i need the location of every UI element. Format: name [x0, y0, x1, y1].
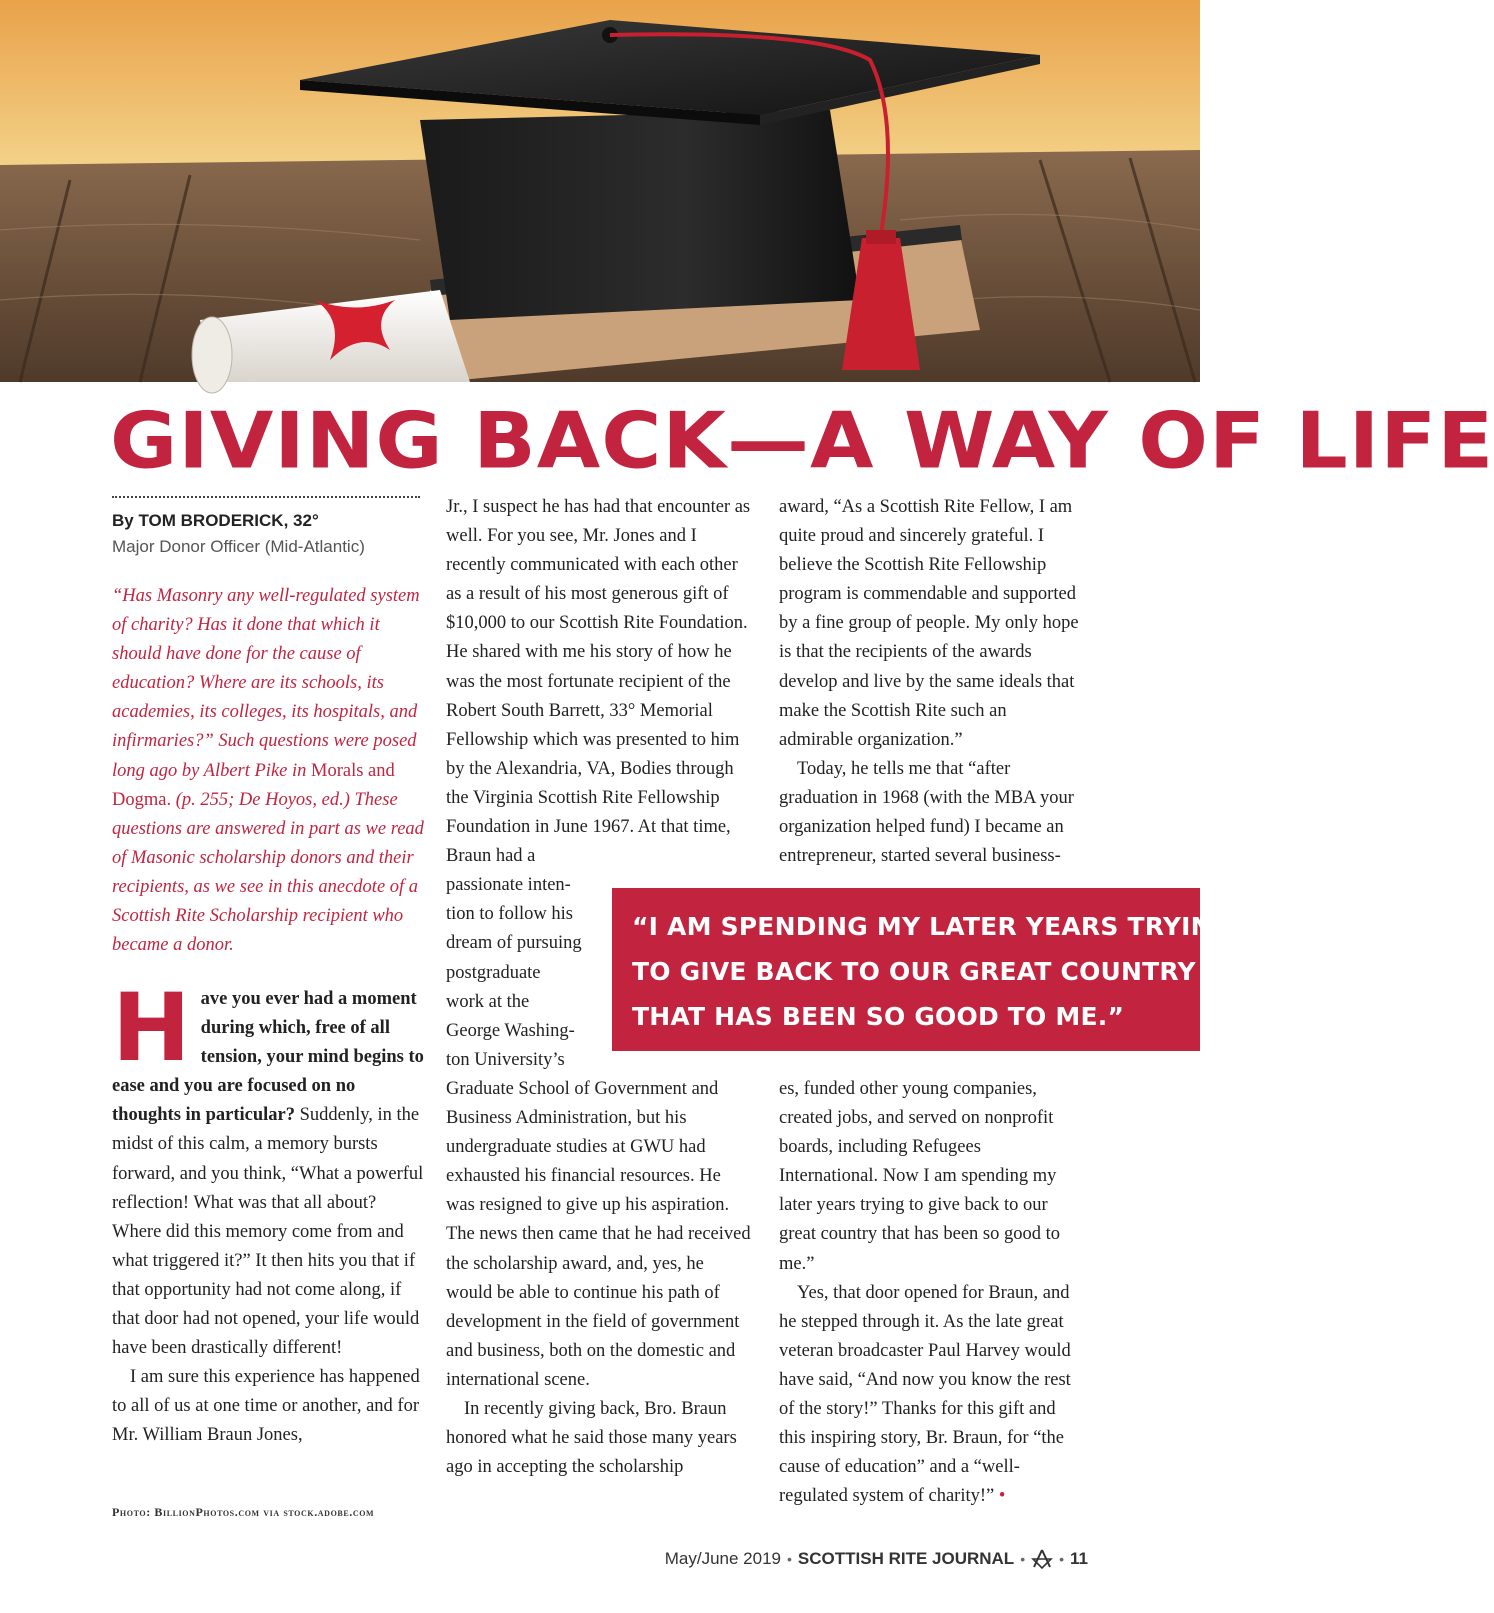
column-2-top-text: Jr., I suspect he has had that encounter as well. For you see, Mr. Jones and I recently communicated with each other as a result of his most generous gift of $10,000 to our Scottish Rite Foundation. He shared with me his story of how he was the most fortunate recipient of the Robert South Barrett, 33° Memorial Fellowship which was presented to him by the Alexandria, VA, Bodies through the Virginia Scottish Rite Fellowship Foundation in June 1967. At that time, Braun had a — [446, 497, 751, 867]
byline-divider — [112, 496, 420, 498]
wrap-line: work at the — [446, 991, 530, 1012]
column-2-bottom — [446, 1075, 751, 1482]
intro-quote — [112, 582, 424, 960]
lead-sentence: ave you ever had a moment during which, free of all tension, your mind begins to ease and you are focused on no thoughts in particular? — [112, 989, 424, 1126]
separator-dot: • — [1059, 1551, 1065, 1567]
author-byline: By TOM BRODERICK, 32° — [112, 511, 319, 530]
closing-text: Yes, that door opened for Braun, and he stepped through it. As the late great veteran broadcaster Paul Harvey would have said, “And now you know the rest of the story!” Thanks for this gift and this inspiring story, Br. Braun, for “the cause of education” and a “well-regulated system of charity!” — [779, 1282, 1071, 1507]
paragraph-2: I am sure this experience has happened to all of us at one time or another, and for Mr. William Braun Jones, — [112, 1367, 420, 1446]
wrap-line: George Washing- — [446, 1020, 575, 1041]
column-1-body — [112, 974, 424, 1451]
article-headline: GIVING BACK—A WAY OF LIFE — [110, 396, 1494, 487]
column-3-top — [779, 493, 1084, 871]
drop-cap: H — [112, 974, 191, 1083]
column-3-bottom-p1: es, funded other young companies, created jobs, and served on nonprofit boards, including Refugees International. Now I am spending my later years trying to give back to our great country that has been so good to me.” — [779, 1079, 1061, 1274]
issue-date: May/June 2019 — [664, 1549, 781, 1568]
column-3-top-p2: Today, he tells me that “after graduation in 1968 (with the MBA your organization helped fund) I became an entrepreneur, started several business- — [779, 758, 1074, 867]
journal-name: SCOTTISH RITE JOURNAL — [797, 1549, 1015, 1568]
book-title: Morals and Dogma. — [112, 760, 395, 810]
wrap-line: tion to follow his — [446, 904, 573, 925]
hero-photo — [0, 0, 1200, 382]
page-number: 11 — [1070, 1549, 1088, 1568]
wrap-line: passionate inten- — [446, 875, 571, 896]
column-3-bottom — [779, 1075, 1084, 1511]
graduation-cap-photo — [0, 0, 1200, 382]
citation: (p. 255; De Hoyos, ed.) — [171, 789, 350, 810]
paragraph-1-rest: Suddenly, in the midst of this calm, a memory bursts forward, and you think, “What a powerful reflection! What was that all about? Where did this memory come from and what triggered it?” It then hits you that if that opportunity had not come along, if that door had not opened, your life would have been drastically different! — [112, 1105, 424, 1359]
pull-quote-line: TO GIVE BACK TO OUR GREAT COUNTRY — [632, 957, 1196, 986]
intro-text-2: These questions are answered in part as we read of Masonic scholarship donors and their recipients, as we see in this anecdote of a Scottish Rite Scholarship recipient who became a donor. — [112, 789, 424, 956]
scottish-rite-emblem-icon — [1031, 1549, 1053, 1569]
pull-quote — [612, 888, 1233, 1051]
photo-credit: Photo: BillionPhotos.com via stock.adobe.com — [112, 1505, 375, 1519]
column-2-paragraph-2: In recently giving back, Bro. Braun honored what he said those many years ago in accepting the scholarship — [446, 1399, 737, 1478]
column-2-bottom-text: Graduate School of Government and Business Administration, but his undergraduate studies at GWU had exhausted his financial resources. He was resigned to give up his aspiration. The news then came that he had received the scholarship award, and, yes, he would be able to continue his path of development in the field of government and business, both on the domestic and international scene. — [446, 1079, 751, 1390]
wrap-line: dream of pursuing — [446, 933, 582, 954]
pull-quote-line: THAT HAS BEEN SO GOOD TO ME.” — [632, 1002, 1125, 1031]
column-3-bottom-p2 — [779, 1279, 1084, 1512]
separator-dot: • — [787, 1551, 792, 1567]
page-footer — [665, 1547, 1088, 1571]
column-3-top-p1: award, “As a Scottish Rite Fellow, I am quite proud and sincerely grateful. I believe the Scottish Rite Fellowship program is commendable and supported by a fine group of people. My only hope is that the recipients of the awards develop and live by the same ideals that make the Scottish Rite such an admirable organization.” — [779, 497, 1079, 750]
end-mark: • — [994, 1486, 1006, 1507]
pull-quote-line: “I AM SPENDING MY LATER YEARS TRYING — [632, 912, 1233, 941]
author-role: Major Donor Officer (Mid-Atlantic) — [112, 537, 365, 556]
wrap-line: ton University’s — [446, 1049, 565, 1070]
wrap-line: postgraduate — [446, 962, 541, 983]
intro-text-1: “Has Masonry any well-regulated system of charity? Has it done that which it should have done for the cause of education? Where are its schools, its academies, its colleges, its hospitals, and infirmaries?” Such questions were posed long ago by Albert Pike in — [112, 586, 420, 781]
separator-dot: • — [1020, 1551, 1026, 1567]
